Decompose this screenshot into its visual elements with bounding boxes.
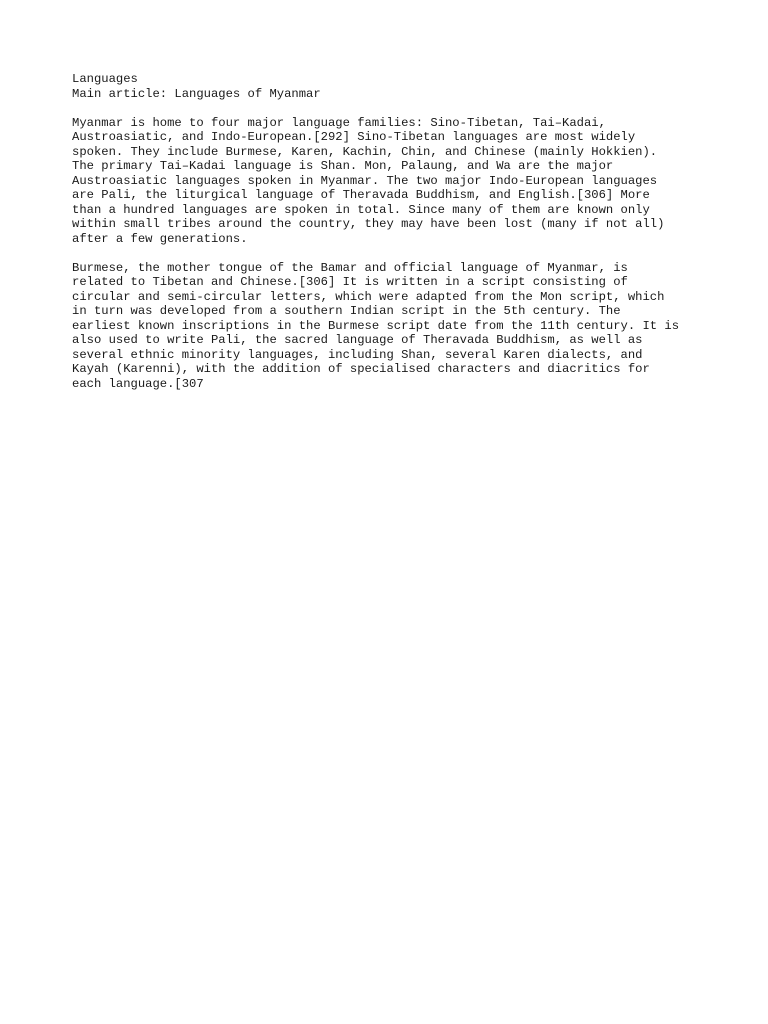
- paragraph-line: are Pali, the liturgical language of Theravada Buddhism, and English.[306] More: [72, 188, 650, 202]
- section-heading: Languages: [72, 72, 138, 86]
- paragraph-gap: [72, 101, 712, 116]
- paragraph-language-families: [72, 116, 712, 247]
- paragraph-line: Austroasiatic, and Indo-European.[292] Sino-Tibetan languages are most widely: [72, 130, 636, 144]
- paragraph-line: several ethnic minority languages, including Shan, several Karen dialects, and: [72, 347, 643, 362]
- paragraph-line: within small tribes around the country, they may have been lost (many if not all): [72, 217, 665, 231]
- paragraph-line: related to Tibetan and Chinese.[306] It is written in a script consisting of: [72, 275, 628, 289]
- paragraph-line: also used to write Pali, the sacred language of Theravada Buddhism, as well as: [72, 333, 643, 347]
- paragraph-line: circular and semi-circular letters, which were adapted from the Mon script, which: [72, 289, 665, 304]
- paragraph-burmese-language: [72, 261, 712, 392]
- paragraph-line: in turn was developed from a southern Indian script in the 5th century. The: [72, 304, 621, 318]
- paragraph-line: Austroasiatic languages spoken in Myanmar. The two major Indo-European languages: [72, 173, 658, 188]
- document-page: [72, 72, 712, 391]
- paragraph-line: after a few generations.: [72, 231, 248, 246]
- paragraph-line: Burmese, the mother tongue of the Bamar and official language of Myanmar, is: [72, 260, 628, 275]
- main-article-link: Main article: Languages of Myanmar: [72, 86, 321, 101]
- paragraph-line: than a hundred languages are spoken in total. Since many of them are known only: [72, 202, 650, 217]
- paragraph-line: each language.[307: [72, 376, 204, 391]
- paragraph-gap: [72, 246, 712, 261]
- paragraph-line: The primary Tai–Kadai language is Shan. Mon, Palaung, and Wa are the major: [72, 159, 614, 173]
- paragraph-line: earliest known inscriptions in the Burmese script date from the 11th century. It is: [72, 318, 680, 333]
- paragraph-line: spoken. They include Burmese, Karen, Kachin, Chin, and Chinese (mainly Hokkien).: [72, 144, 658, 159]
- paragraph-line: Myanmar is home to four major language families: Sino-Tibetan, Tai–Kadai,: [72, 115, 606, 130]
- paragraph-line: Kayah (Karenni), with the addition of specialised characters and diacritics for: [72, 362, 650, 376]
